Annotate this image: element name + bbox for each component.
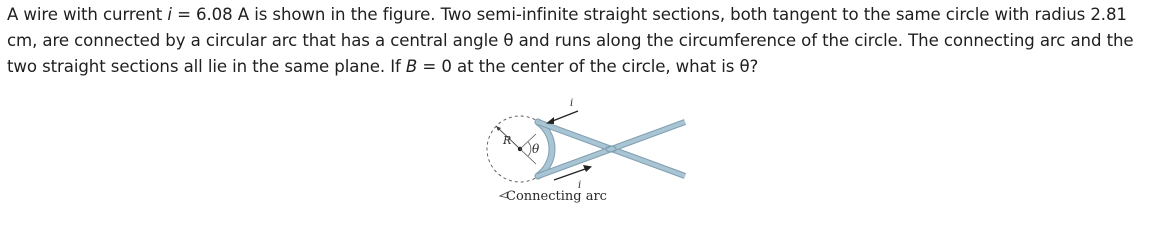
- current-arrow-top-head: [546, 117, 554, 124]
- current-label-top: i: [570, 98, 574, 109]
- angle-arc: [528, 142, 531, 156]
- field-variable: B: [405, 57, 418, 76]
- wire-diagram: [470, 92, 700, 212]
- question-part-3: = 0 at the center of the circle, what is θ?: [417, 57, 759, 76]
- wire-figure: [470, 92, 700, 212]
- radius-label: R: [503, 134, 512, 147]
- angle-label: θ: [532, 142, 540, 156]
- question-text: [7, 2, 1145, 80]
- figure-caption: Connecting arc: [506, 189, 607, 204]
- current-arrow-top-shaft: [550, 111, 578, 122]
- question-part-1: A wire with current: [7, 5, 168, 24]
- current-arrow-bottom-head: [583, 165, 592, 172]
- current-label-bottom: i: [578, 180, 582, 191]
- question-part-2: = 6.08 A is shown in the figure. Two semi-infinite straight sections, both tangent to the same circle with radius 2.81 cm, are connected by a circular arc that has a central angle θ and runs along the circumference of the circle. The connecting arc and the two straight sections all lie in the same plane. If: [7, 5, 1134, 76]
- current-variable: i: [167, 5, 172, 24]
